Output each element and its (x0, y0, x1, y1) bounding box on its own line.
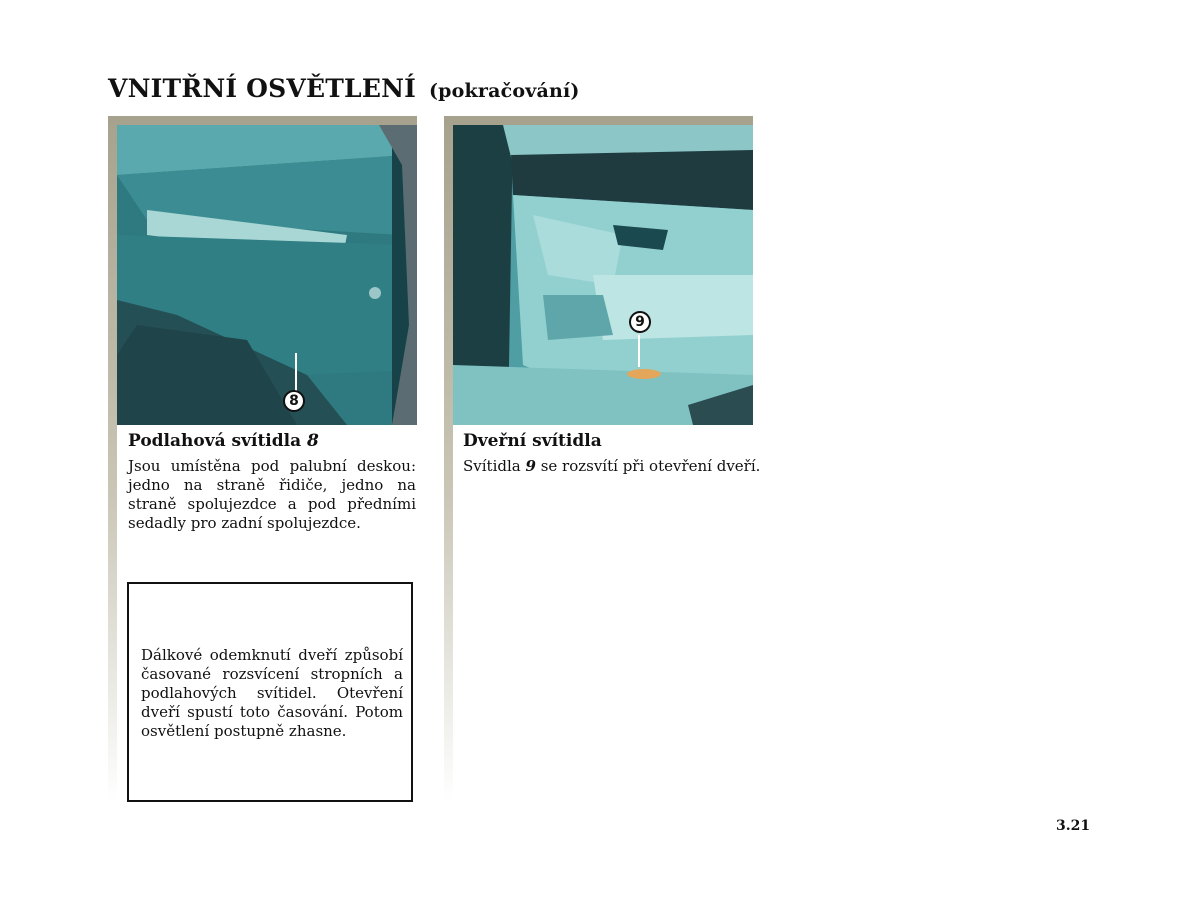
floor-lights-heading-text: Podlahová svítidla (128, 431, 308, 451)
floor-lights-heading (128, 431, 319, 451)
page-title-sub: (pokračování) (428, 80, 580, 102)
page-number: 3.21 (1056, 818, 1091, 834)
door-lights-heading: Dveřní svítidla (463, 431, 602, 451)
callout-9: 9 (629, 311, 651, 333)
door-panel-photo (453, 125, 753, 425)
door-lights-text-after: se rozsvítí při otevření dveří. (535, 457, 761, 475)
right-column-top-bar (444, 116, 753, 125)
page-title-main: VNITŘNÍ OSVĚTLENÍ (108, 74, 417, 103)
left-column-bar (108, 116, 117, 802)
door-lights-text-before: Svítidla (463, 457, 526, 475)
floor-lights-paragraph: Jsou umístěna pod palubní deskou: jedno na straně řidiče, jedno na straně spolujezdce a pod předními sedadly pro zadní spolujezdce. (128, 457, 416, 532)
floor-lights-heading-ref: 8 (307, 431, 319, 451)
door-lights-ref: 9 (525, 457, 536, 475)
callout-8: 8 (283, 390, 305, 412)
dashboard-photo (117, 125, 417, 425)
page-title (108, 74, 580, 103)
right-column-bar (444, 116, 453, 802)
note-text: Dálkové odemknutí dveří způsobí časované rozsvícení stropních a podlahových svítidel. Otevření dveří spustí toto časování. Potom osvětlení postupně zhasne. (141, 646, 403, 740)
door-lights-paragraph (463, 457, 763, 476)
note-box (127, 582, 413, 802)
left-column-top-bar (108, 116, 417, 125)
